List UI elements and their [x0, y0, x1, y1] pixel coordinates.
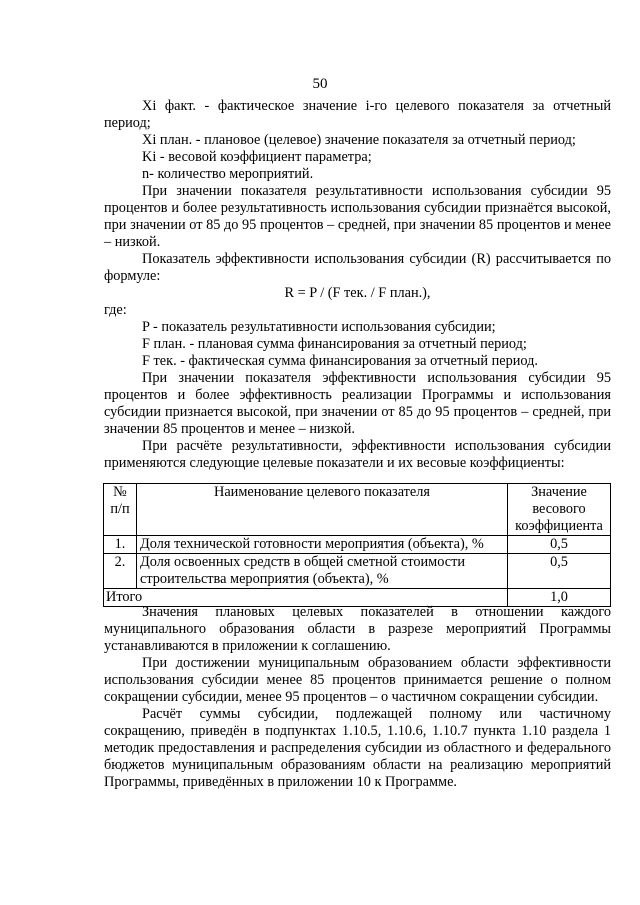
coefficients-table [103, 483, 611, 607]
row-value: 0,5 [508, 536, 611, 554]
row-num: 2. [104, 554, 137, 589]
paragraph: Ki - весовой коэффициент параметра; [142, 149, 372, 165]
header-num: № п/п [104, 484, 137, 536]
paragraph: При достижении муниципальным образованием области эффективности использования субсидии менее 85 процентов принимается решение о полном сокращении субсидии, менее 95 процентов – о частичном сокращении субсидии. [104, 655, 611, 705]
header-name: Наименование целевого показателя [137, 484, 508, 536]
table-row [104, 536, 611, 554]
paragraph: При значении показателя эффективности использования субсидии 95 процентов и более эффективность реализации Программы и использования субсидии признается высокой, при значении от 85 до 95 процентов – средней, при значении 85 процентов и менее – низкой. [104, 370, 611, 437]
where-label: где: [104, 302, 127, 318]
table-header-row [104, 484, 611, 536]
total-label: Итого [104, 589, 508, 607]
paragraph: Показатель эффективности использования субсидии (R) рассчитывается по формуле: [104, 251, 611, 284]
text-block-1 [104, 98, 611, 472]
paragraph: Xi план. - плановое (целевое) значение показателя за отчетный период; [142, 132, 576, 148]
total-value: 1,0 [508, 589, 611, 607]
paragraph: При значении показателя результативности использования субсидии 95 процентов и более результативность использования субсидии признаётся высокой, при значении от 85 до 95 процентов – средней, при значении 85 процентов и менее – низкой. [104, 183, 611, 250]
row-num: 1. [104, 536, 137, 554]
paragraph: При расчёте результативности, эффективности использования субсидии применяются следующие целевые показатели и их весовые коэффициенты: [104, 438, 611, 471]
paragraph: F тек. - фактическая сумма финансирования за отчетный период. [142, 353, 538, 369]
table-row [104, 554, 611, 589]
paragraph: P - показатель результативности использования субсидии; [142, 319, 496, 335]
page-number: 50 [312, 76, 328, 92]
paragraph: n- количество мероприятий. [142, 166, 314, 182]
row-name: Доля технической готовности мероприятия (объекта), % [137, 536, 508, 554]
header-value: Значение весового коэффициента [508, 484, 611, 536]
formula: R = P / (F тек. / F план.), [284, 285, 431, 301]
paragraph: F план. - плановая сумма финансирования за отчетный период; [142, 336, 527, 352]
paragraph: Расчёт суммы субсидии, подлежащей полному или частичному сокращению, приведён в подпунктах 1.10.5, 1.10.6, 1.10.7 пункта 1.10 раздела 1 методик предоставления и распределения субсидии из областного и федерального бюджетов муниципальным образованиям области на реализацию мероприятий Программы, приведённых в приложении 10 к Программе. [104, 706, 611, 790]
row-value: 0,5 [508, 554, 611, 589]
paragraph: Значения плановых целевых показателей в отношении каждого муниципального образования области в разрезе мероприятий Программы устанавливаются в приложении к соглашению. [104, 604, 611, 654]
text-block-3 [104, 604, 611, 791]
row-name: Доля освоенных средств в общей сметной стоимости строительства мероприятия (объекта), % [137, 554, 508, 589]
paragraph: Xi факт. - фактическое значение i-го целевого показателя за отчетный период; [104, 98, 611, 131]
